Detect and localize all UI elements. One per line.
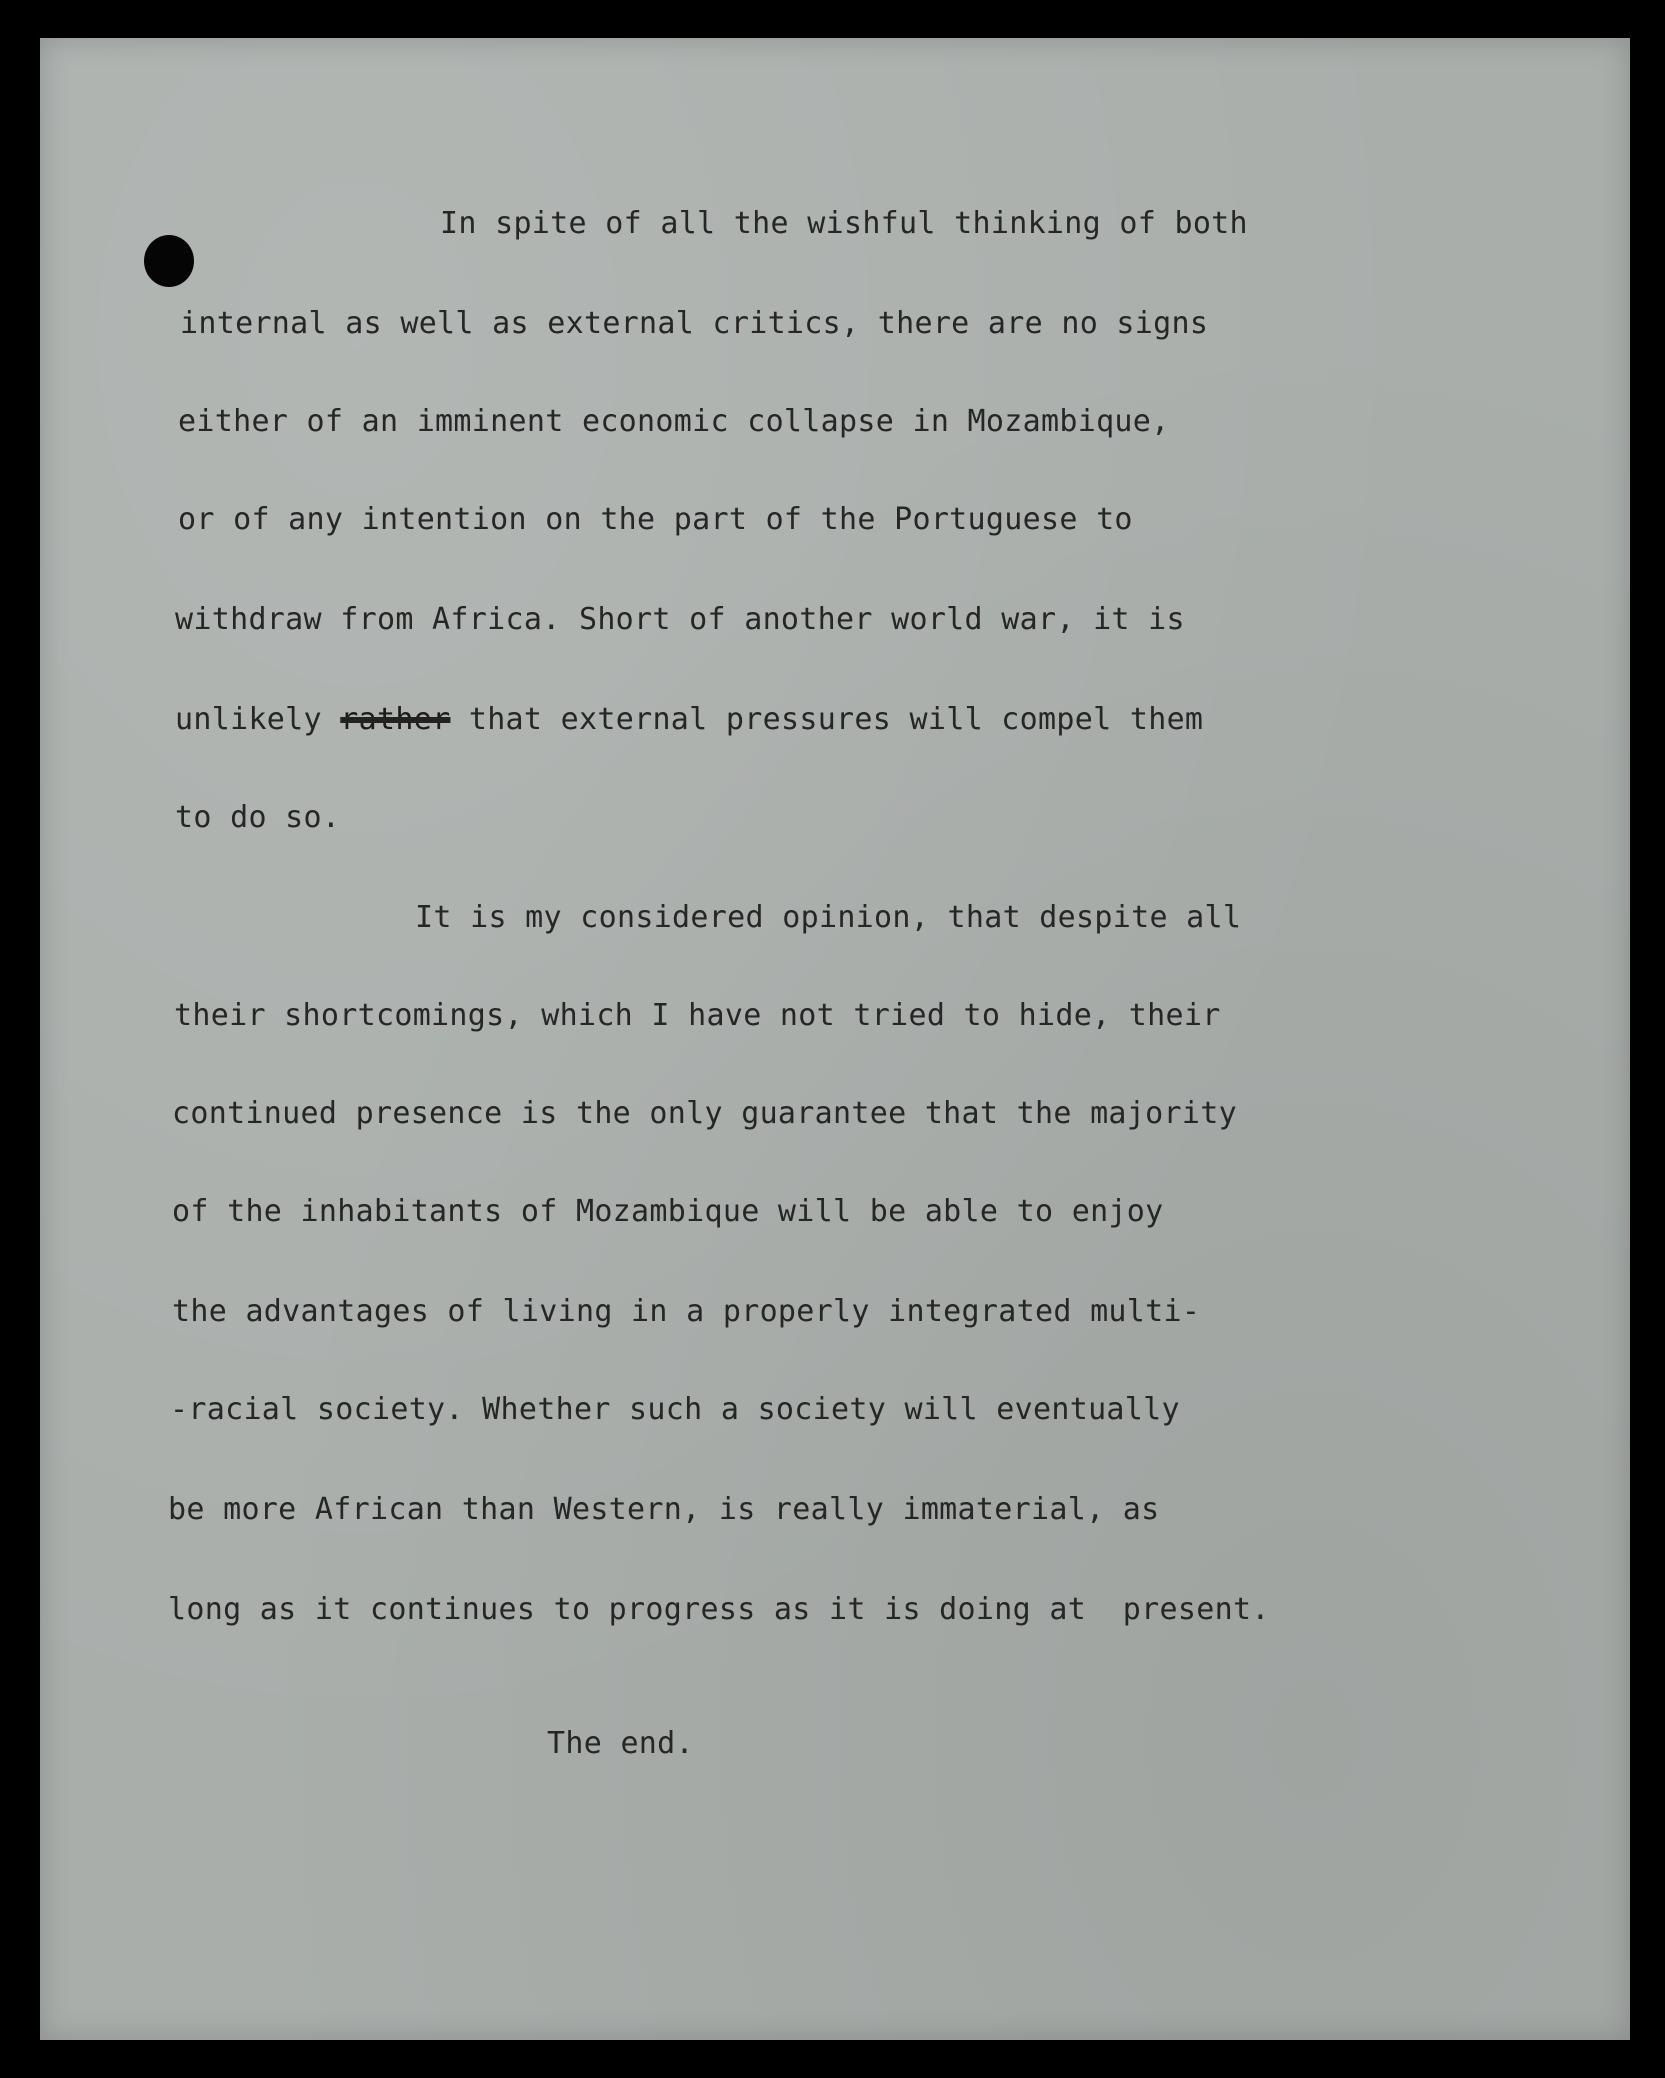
p2-line-2: their shortcomings, which I have not tried to hide, their [174,998,1221,1033]
p2-line-5: the advantages of living in a properly integrated multi- [172,1294,1201,1329]
p1-line-7: to do so. [175,800,341,835]
typewritten-page [40,38,1630,2040]
p1-line-6-prefix: unlikely [175,702,322,737]
p1-line-2: internal as well as external critics, there are no signs [180,306,1209,341]
p1-line-6 [175,702,1203,738]
p2-line-8: long as it continues to progress as it is doing at present. [168,1592,1270,1627]
p1-line-6-rest: that external pressures will compel them [468,702,1204,737]
p1-line-5: withdraw from Africa. Short of another world war, it is [175,602,1185,637]
p2-line-4: of the inhabitants of Mozambique will be able to enjoy [172,1194,1164,1229]
document-body [40,38,1630,2040]
p2-line-1: It is my considered opinion, that despite all [415,900,1242,935]
closing-line: The end. [547,1726,694,1761]
p2-line-7: be more African than Western, is really immaterial, as [168,1492,1160,1527]
struck-out-word: rather [340,702,451,737]
p2-line-3: continued presence is the only guarantee that the majority [172,1096,1237,1131]
p1-line-4: or of any intention on the part of the Portuguese to [178,502,1133,537]
p1-line-1: In spite of all the wishful thinking of both [440,206,1248,241]
p1-line-3: either of an imminent economic collapse in Mozambique, [178,404,1170,439]
p2-line-6: -racial society. Whether such a society will eventually [170,1392,1180,1427]
